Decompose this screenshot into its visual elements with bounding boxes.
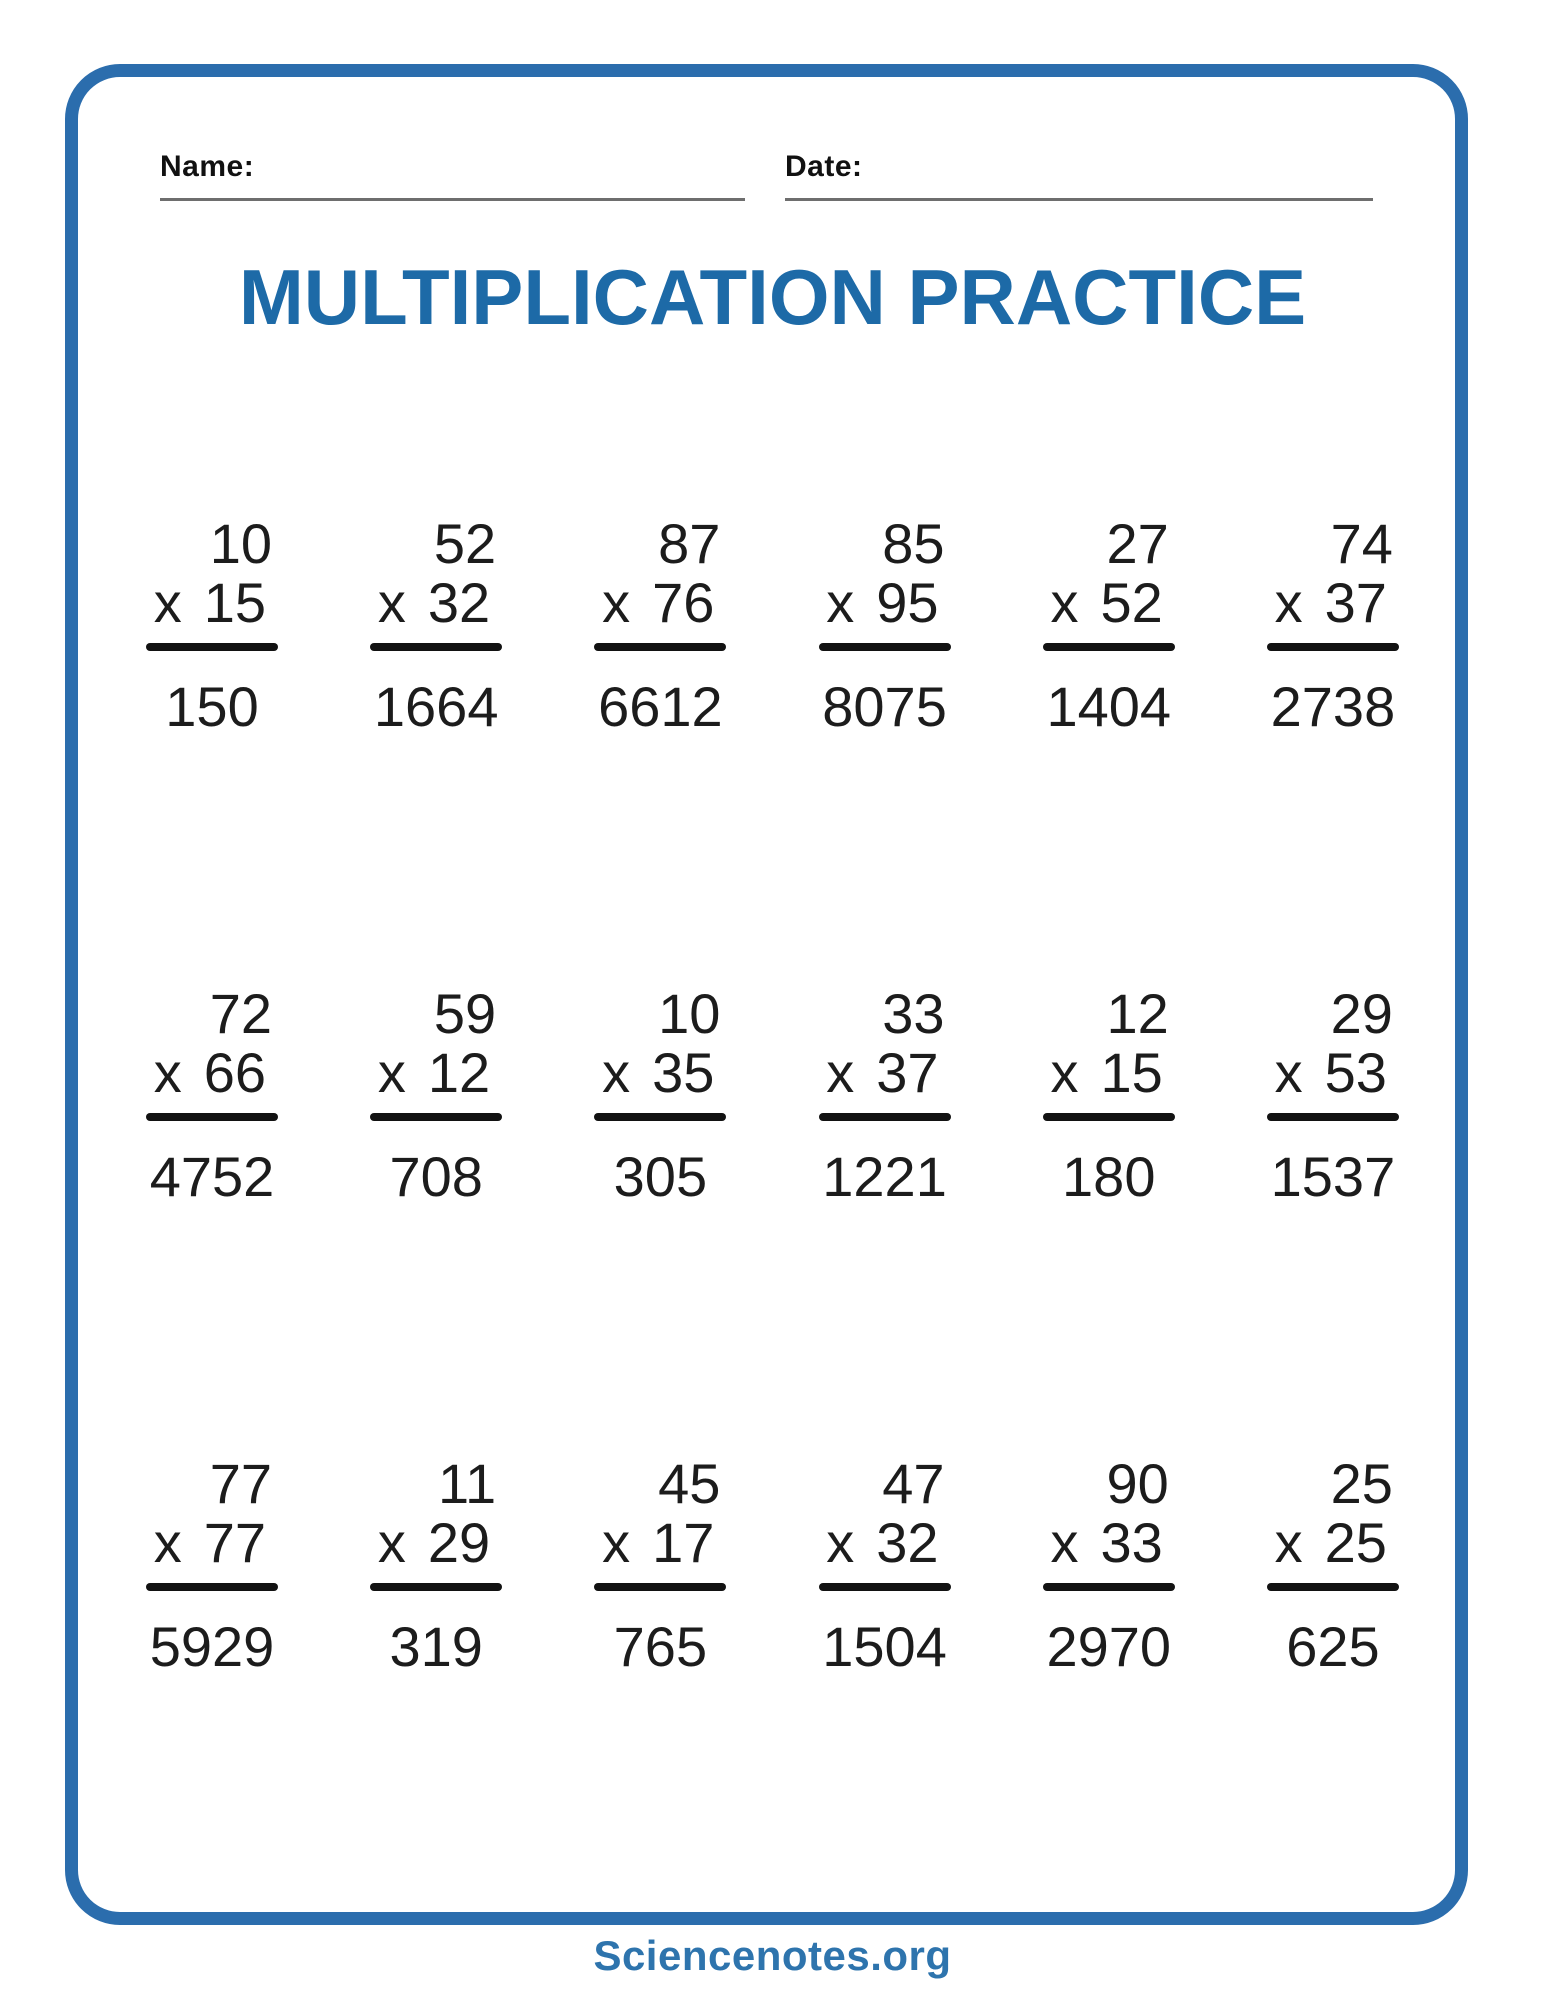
equals-bar xyxy=(146,643,278,651)
multiplier-row xyxy=(1274,570,1399,634)
multiplier: 35 xyxy=(652,1040,715,1104)
multiplicand: 29 xyxy=(1330,982,1393,1045)
operand-block xyxy=(370,982,502,1121)
multiplier: 66 xyxy=(203,1040,266,1104)
operand-block xyxy=(1043,1452,1175,1591)
product-answer: 625 xyxy=(1286,1614,1380,1678)
equals-bar xyxy=(370,643,502,651)
operand-block xyxy=(819,512,951,651)
product-answer: 8075 xyxy=(822,674,947,738)
multiplier-row xyxy=(1050,1510,1174,1574)
multiplication-problem xyxy=(997,512,1221,738)
multiplicand: 47 xyxy=(882,1452,945,1515)
multiplication-problem xyxy=(548,1452,772,1678)
product-answer: 1404 xyxy=(1046,674,1172,738)
name-label: Name: xyxy=(160,150,255,183)
equals-bar xyxy=(370,1583,502,1591)
equals-bar xyxy=(594,643,726,651)
multiplication-problem xyxy=(997,1452,1221,1678)
multiplier-row xyxy=(602,1510,726,1574)
multiplicand: 45 xyxy=(658,1452,721,1515)
multiplicand: 33 xyxy=(882,982,945,1045)
multiply-sign: x xyxy=(1274,570,1303,634)
multiplication-problem xyxy=(100,982,324,1208)
multiplier: 32 xyxy=(876,1510,939,1574)
multiply-sign: x xyxy=(377,1040,406,1104)
date-field xyxy=(785,150,1373,201)
multiplier-row xyxy=(826,570,950,634)
equals-bar xyxy=(370,1113,502,1121)
multiplier: 52 xyxy=(1100,570,1163,634)
multiplicand: 74 xyxy=(1330,512,1393,575)
equals-bar xyxy=(1267,1583,1399,1591)
header-fields xyxy=(160,150,1373,201)
product-answer: 305 xyxy=(613,1144,708,1208)
multiply-sign: x xyxy=(602,570,631,634)
multiply-sign: x xyxy=(826,570,855,634)
equals-bar xyxy=(1043,643,1175,651)
operand-block xyxy=(1267,512,1399,651)
multiplicand: 52 xyxy=(433,512,497,575)
multiply-sign: x xyxy=(1050,570,1079,634)
multiplication-problem xyxy=(1221,982,1445,1208)
multiplicand: 72 xyxy=(209,982,272,1045)
multiplicand: 10 xyxy=(658,982,721,1045)
multiplier-row xyxy=(826,1040,950,1104)
multiplier: 77 xyxy=(203,1510,266,1574)
multiplicand: 11 xyxy=(438,1452,497,1515)
problems-row-1 xyxy=(100,512,1445,738)
operand-block xyxy=(819,1452,951,1591)
multiplicand: 87 xyxy=(658,512,721,575)
product-answer: 708 xyxy=(389,1144,483,1208)
multiplication-problem xyxy=(324,512,548,738)
multiplier-row xyxy=(1274,1040,1399,1104)
multiplier-row xyxy=(153,1510,278,1574)
multiply-sign: x xyxy=(153,570,182,634)
product-answer: 180 xyxy=(1062,1144,1156,1208)
multiplicand: 90 xyxy=(1106,1452,1169,1515)
name-field xyxy=(160,150,745,201)
multiplier-row xyxy=(1050,1040,1174,1104)
multiply-sign: x xyxy=(602,1040,631,1104)
multiplicand: 59 xyxy=(433,982,497,1045)
multiplier-row xyxy=(1274,1510,1399,1574)
multiplier: 29 xyxy=(427,1510,491,1574)
multiplication-problem xyxy=(773,512,997,738)
equals-bar xyxy=(1267,643,1399,651)
multiplicand: 10 xyxy=(209,512,272,575)
product-answer: 6612 xyxy=(598,674,723,738)
multiplier: 76 xyxy=(652,570,715,634)
multiplication-problem xyxy=(1221,512,1445,738)
operand-block xyxy=(1267,1452,1399,1591)
multiplication-problem xyxy=(773,1452,997,1678)
multiplier-row xyxy=(377,1040,502,1104)
product-answer: 319 xyxy=(389,1614,483,1678)
product-answer: 1221 xyxy=(822,1144,947,1208)
multiply-sign: x xyxy=(153,1040,182,1104)
multiplier: 37 xyxy=(876,1040,939,1104)
multiplier-row xyxy=(826,1510,950,1574)
multiplication-problem xyxy=(100,1452,324,1678)
multiplication-problem xyxy=(997,982,1221,1208)
multiplicand: 25 xyxy=(1330,1452,1393,1515)
multiply-sign: x xyxy=(1050,1040,1079,1104)
operand-block xyxy=(370,1452,502,1591)
multiplication-problem xyxy=(324,982,548,1208)
multiply-sign: x xyxy=(826,1510,855,1574)
multiply-sign: x xyxy=(377,1510,406,1574)
product-answer: 2738 xyxy=(1270,674,1396,738)
equals-bar xyxy=(146,1113,278,1121)
product-answer: 1664 xyxy=(373,674,499,738)
multiplier: 53 xyxy=(1324,1040,1387,1104)
equals-bar xyxy=(1043,1583,1175,1591)
multiplication-problem xyxy=(1221,1452,1445,1678)
multiply-sign: x xyxy=(1050,1510,1079,1574)
multiplier-row xyxy=(377,570,502,634)
product-answer: 765 xyxy=(613,1614,708,1678)
problems-row-3 xyxy=(100,1452,1445,1678)
multiplier-row xyxy=(377,1510,502,1574)
multiplier: 12 xyxy=(427,1040,491,1104)
multiplier-row xyxy=(602,570,726,634)
equals-bar xyxy=(819,1113,951,1121)
multiplier: 37 xyxy=(1324,570,1387,634)
operand-block xyxy=(594,982,726,1121)
multiplication-problem xyxy=(100,512,324,738)
multiply-sign: x xyxy=(602,1510,631,1574)
multiplier: 25 xyxy=(1324,1510,1387,1574)
equals-bar xyxy=(1267,1113,1399,1121)
equals-bar xyxy=(146,1583,278,1591)
multiplier-row xyxy=(153,1040,278,1104)
multiplier: 17 xyxy=(652,1510,715,1574)
equals-bar xyxy=(594,1113,726,1121)
multiplier: 32 xyxy=(427,570,491,634)
equals-bar xyxy=(1043,1113,1175,1121)
product-answer: 150 xyxy=(165,674,259,738)
operand-block xyxy=(146,1452,278,1591)
multiply-sign: x xyxy=(1274,1510,1303,1574)
operand-block xyxy=(146,512,278,651)
multiplication-problem xyxy=(548,512,772,738)
operand-block xyxy=(1043,512,1175,651)
product-answer: 4752 xyxy=(149,1144,275,1208)
multiplier: 95 xyxy=(876,570,939,634)
multiply-sign: x xyxy=(153,1510,182,1574)
multiply-sign: x xyxy=(1274,1040,1303,1104)
multiplier: 33 xyxy=(1100,1510,1163,1574)
operand-block xyxy=(1043,982,1175,1121)
multiplication-problem xyxy=(773,982,997,1208)
multiplier: 15 xyxy=(203,570,266,634)
operand-block xyxy=(146,982,278,1121)
multiplication-problem xyxy=(324,1452,548,1678)
problems-row-2 xyxy=(100,982,1445,1208)
multiplier-row xyxy=(602,1040,726,1104)
multiplication-problem xyxy=(548,982,772,1208)
multiplier-row xyxy=(153,570,278,634)
footer-site-name: Sciencenotes.org xyxy=(593,1932,952,1979)
product-answer: 5929 xyxy=(149,1614,275,1678)
multiplicand: 85 xyxy=(882,512,945,575)
operand-block xyxy=(594,512,726,651)
operand-block xyxy=(819,982,951,1121)
multiplicand: 77 xyxy=(209,1452,272,1515)
equals-bar xyxy=(819,1583,951,1591)
multiplier-row xyxy=(1050,570,1174,634)
product-answer: 1504 xyxy=(822,1614,947,1678)
multiplicand: 12 xyxy=(1106,982,1169,1045)
equals-bar xyxy=(594,1583,726,1591)
operand-block xyxy=(1267,982,1399,1121)
operand-block xyxy=(370,512,502,651)
product-answer: 2970 xyxy=(1046,1614,1172,1678)
equals-bar xyxy=(819,643,951,651)
multiply-sign: x xyxy=(826,1040,855,1104)
operand-block xyxy=(594,1452,726,1591)
page-title: MULTIPLICATION PRACTICE xyxy=(238,253,1307,341)
multiply-sign: x xyxy=(377,570,406,634)
multiplier: 15 xyxy=(1100,1040,1163,1104)
product-answer: 1537 xyxy=(1270,1144,1396,1208)
multiplicand: 27 xyxy=(1106,512,1169,575)
date-label: Date: xyxy=(785,150,863,183)
